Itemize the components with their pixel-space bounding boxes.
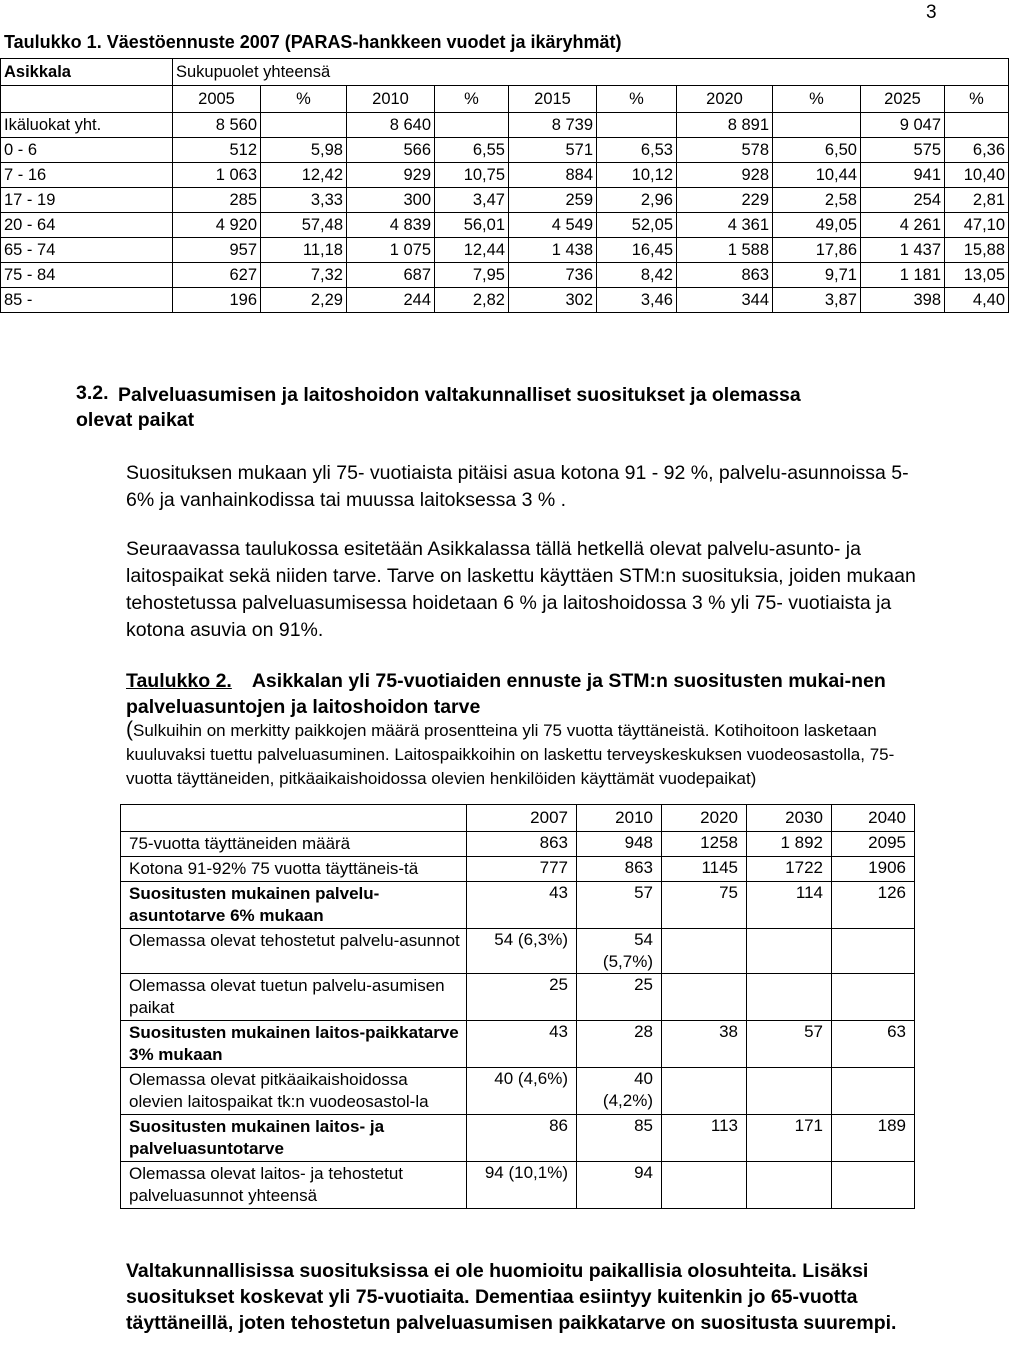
table-cell: 11,18 — [261, 238, 347, 263]
table-cell: 928 — [677, 163, 773, 188]
table-cell: 8 560 — [173, 113, 261, 138]
page-number: 3 — [926, 2, 937, 23]
table-cell: 16,45 — [597, 238, 677, 263]
paragraph-recommendation: Suosituksen mukaan yli 75- vuotiaista pitäisi asua kotona 91 - 92 %, palvelu-asunnoissa 5-6% ja vanhainkodissa tai muussa laitoksessa 3 % . — [126, 462, 909, 511]
table-cell — [832, 974, 915, 1021]
row-label: Suositusten mukainen palvelu-asuntotarve 6% mukaan — [121, 882, 467, 929]
table1-header-cell: % — [945, 86, 1009, 113]
table-row — [1, 163, 1009, 188]
table-cell: 54 (6,3%) — [467, 929, 577, 974]
header-empty — [121, 805, 467, 832]
table1-header-cell: 2010 — [347, 86, 435, 113]
table-cell: 40 (4,2%) — [577, 1068, 662, 1115]
table-cell: 687 — [347, 263, 435, 288]
table-cell: 1145 — [662, 857, 747, 882]
table-row — [1, 238, 1009, 263]
table-cell: 1 181 — [861, 263, 945, 288]
year-header-cell: 2030 — [747, 805, 832, 832]
table-cell: 196 — [173, 288, 261, 313]
table-cell: 1258 — [662, 832, 747, 857]
table-cell: 344 — [677, 288, 773, 313]
table-row — [121, 929, 915, 974]
table-cell: 12,42 — [261, 163, 347, 188]
table-row — [1, 263, 1009, 288]
row-label: 20 - 64 — [1, 213, 173, 238]
table-cell: 4 920 — [173, 213, 261, 238]
table-cell: 948 — [577, 832, 662, 857]
row-label: 75-vuotta täyttäneiden määrä — [121, 832, 467, 857]
table-row — [121, 1068, 915, 1115]
table-row — [1, 113, 1009, 138]
section-number: 3.2. — [76, 382, 109, 404]
year-header-cell: 2020 — [662, 805, 747, 832]
care-places-table — [120, 804, 915, 1209]
table-row — [121, 1162, 915, 1209]
year-header-cell: 2040 — [832, 805, 915, 832]
table-cell: 3,33 — [261, 188, 347, 213]
note-text: Sulkuihin on merkitty paikkojen määrä prosentteina yli 75 vuotta täyttäneistä. Kotihoitoon lasketaan kuuluvaksi tuettu palveluasuminen. Laitospaikkoihin on laskettu terveyskeskuksen vuodeosastolla, 75- vuotta täyttäneiden, pitkäaikaishoidossa olevien henkilöiden käyttämät vuodepaikat) — [126, 721, 895, 788]
table1-header-row — [1, 86, 1009, 113]
table-cell: 63 — [832, 1021, 915, 1068]
table-cell: 575 — [861, 138, 945, 163]
table-cell — [773, 113, 861, 138]
table-cell: 5,98 — [261, 138, 347, 163]
table-cell: 9 047 — [861, 113, 945, 138]
table-row — [121, 1115, 915, 1162]
table-cell: 2,29 — [261, 288, 347, 313]
row-label: Olemassa olevat laitos- ja tehostetut palveluasunnot yhteensä — [121, 1162, 467, 1209]
table-cell: 302 — [509, 288, 597, 313]
table-cell: 6,55 — [435, 138, 509, 163]
year-header-cell: 2010 — [577, 805, 662, 832]
table2-title-text: Asikkalan yli 75-vuotiaiden ennuste ja STM:n suositusten mukai-nen palveluasuntojen ja laitoshoidon tarve — [126, 670, 886, 718]
table-cell: 863 — [577, 857, 662, 882]
table2-body — [121, 832, 915, 1209]
table-row — [121, 974, 915, 1021]
table2-header-row — [121, 805, 915, 832]
row-label: 0 - 6 — [1, 138, 173, 163]
table-cell: 7,32 — [261, 263, 347, 288]
table-cell: 25 — [467, 974, 577, 1021]
table1-header-cell: % — [261, 86, 347, 113]
table-cell: 1722 — [747, 857, 832, 882]
table-cell: 3,46 — [597, 288, 677, 313]
table-row — [121, 1021, 915, 1068]
table-cell: 17,86 — [773, 238, 861, 263]
row-label: Olemassa olevat tuetun palvelu-asumisen paikat — [121, 974, 467, 1021]
table1-header-cell: % — [435, 86, 509, 113]
table-cell: 566 — [347, 138, 435, 163]
row-label: 85 - — [1, 288, 173, 313]
table-cell: 94 (10,1%) — [467, 1162, 577, 1209]
table2-note — [126, 718, 916, 791]
table-cell — [435, 113, 509, 138]
table-cell: 10,44 — [773, 163, 861, 188]
table-row — [1, 138, 1009, 163]
table-cell: 2,81 — [945, 188, 1009, 213]
table-cell — [662, 974, 747, 1021]
table1-header-cell: 2020 — [677, 86, 773, 113]
table-cell — [662, 1162, 747, 1209]
table-cell: 114 — [747, 882, 832, 929]
paragraph-description: Seuraavassa taulukossa esitetään Asikkalassa tällä hetkellä olevat palvelu-asunto- ja laitospaikat sekä niiden tarve. Tarve on laskettu käyttäen STM:n suosituksia, joiden mukaan tehostetussa palveluasumisessa hoidetaan 6 % ja laitoshoidossa 3 % yli 75- vuotiaista ja kotona asuvia on 91%. — [126, 538, 916, 641]
table-cell: 38 — [662, 1021, 747, 1068]
gender-label: Sukupuolet yhteensä — [173, 59, 1009, 86]
header-empty — [1, 86, 173, 113]
table-cell: 113 — [662, 1115, 747, 1162]
table-row — [121, 857, 915, 882]
row-label: Suositusten mukainen laitos-paikkatarve 3% mukaan — [121, 1021, 467, 1068]
section-title-line1: Palveluasumisen ja laitoshoidon valtakunnalliset suositukset ja olemassa — [118, 384, 801, 406]
table-cell — [832, 1068, 915, 1115]
table-cell: 244 — [347, 288, 435, 313]
table-cell — [747, 1162, 832, 1209]
table-cell: 10,75 — [435, 163, 509, 188]
table-cell: 884 — [509, 163, 597, 188]
table-cell: 1 063 — [173, 163, 261, 188]
table-cell: 52,05 — [597, 213, 677, 238]
table-cell: 2,96 — [597, 188, 677, 213]
table-cell: 15,88 — [945, 238, 1009, 263]
table-cell: 8 739 — [509, 113, 597, 138]
table-row — [1, 213, 1009, 238]
table-cell: 259 — [509, 188, 597, 213]
table-cell: 57 — [747, 1021, 832, 1068]
table-cell: 4 839 — [347, 213, 435, 238]
table-cell: 229 — [677, 188, 773, 213]
table1-body — [1, 113, 1009, 313]
table-cell: 86 — [467, 1115, 577, 1162]
row-label: Olemassa olevat tehostetut palvelu-asunnot — [121, 929, 467, 974]
table-cell — [747, 1068, 832, 1115]
table2-label: Taulukko 2. — [126, 670, 232, 692]
table-cell: 863 — [677, 263, 773, 288]
table-cell — [747, 929, 832, 974]
table-cell: 2095 — [832, 832, 915, 857]
row-label: 75 - 84 — [1, 263, 173, 288]
table-cell: 85 — [577, 1115, 662, 1162]
table-cell: 1906 — [832, 857, 915, 882]
table-cell: 1 437 — [861, 238, 945, 263]
table1-title: Taulukko 1. Väestöennuste 2007 (PARAS-hankkeen vuodet ja ikäryhmät) — [4, 32, 622, 52]
table-cell: 43 — [467, 1021, 577, 1068]
table-cell: 4 261 — [861, 213, 945, 238]
row-label: 17 - 19 — [1, 188, 173, 213]
table-cell: 398 — [861, 288, 945, 313]
table-cell: 1 588 — [677, 238, 773, 263]
table-cell: 957 — [173, 238, 261, 263]
table-cell: 1 892 — [747, 832, 832, 857]
table-cell: 28 — [577, 1021, 662, 1068]
year-header-cell: 2007 — [467, 805, 577, 832]
table1-header-cell: 2015 — [509, 86, 597, 113]
table-cell: 10,12 — [597, 163, 677, 188]
table-cell: 4 549 — [509, 213, 597, 238]
table-cell: 8 891 — [677, 113, 773, 138]
table-cell: 300 — [347, 188, 435, 213]
table-cell: 10,40 — [945, 163, 1009, 188]
table1-header-cell: 2025 — [861, 86, 945, 113]
row-label: Olemassa olevat pitkäaikaishoidossa olevien laitospaikat tk:n vuodeosastol-la — [121, 1068, 467, 1115]
table-cell: 57 — [577, 882, 662, 929]
table-cell: 54 (5,7%) — [577, 929, 662, 974]
table-cell: 56,01 — [435, 213, 509, 238]
row-label: Kotona 91-92% 75 vuotta täyttäneis-tä — [121, 857, 467, 882]
row-label: 7 - 16 — [1, 163, 173, 188]
table-cell — [747, 974, 832, 1021]
table-cell: 75 — [662, 882, 747, 929]
row-label: Ikäluokat yht. — [1, 113, 173, 138]
table2-title — [126, 668, 916, 720]
table-cell: 25 — [577, 974, 662, 1021]
table-cell — [662, 929, 747, 974]
table-cell: 9,71 — [773, 263, 861, 288]
table-cell: 863 — [467, 832, 577, 857]
table-cell: 171 — [747, 1115, 832, 1162]
table-cell: 2,82 — [435, 288, 509, 313]
table-cell: 189 — [832, 1115, 915, 1162]
table-cell: 578 — [677, 138, 773, 163]
population-forecast-table — [0, 58, 1009, 313]
table-cell: 47,10 — [945, 213, 1009, 238]
table-cell: 4,40 — [945, 288, 1009, 313]
table-row — [121, 882, 915, 929]
table-row — [1, 188, 1009, 213]
table-cell — [597, 113, 677, 138]
table-cell: 8,42 — [597, 263, 677, 288]
table-row — [1, 288, 1009, 313]
row-label: Suositusten mukainen laitos- ja palveluasuntotarve — [121, 1115, 467, 1162]
table-cell: 7,95 — [435, 263, 509, 288]
table-cell: 57,48 — [261, 213, 347, 238]
table-cell: 49,05 — [773, 213, 861, 238]
table-cell: 6,36 — [945, 138, 1009, 163]
table-cell: 2,58 — [773, 188, 861, 213]
table-cell — [662, 1068, 747, 1115]
table-cell: 3,47 — [435, 188, 509, 213]
table-row — [121, 832, 915, 857]
table-cell: 3,87 — [773, 288, 861, 313]
table1-header-cell: % — [597, 86, 677, 113]
table-cell: 929 — [347, 163, 435, 188]
table-cell: 12,44 — [435, 238, 509, 263]
closing-note: Valtakunnallisissa suosituksissa ei ole huomioitu paikallisia olosuhteita. Lisäksi suositukset koskevat yli 75-vuotiaita. Dementiaa esiintyy kuitenkin jo 65-vuotta täyttäneillä, joten tehostetun palveluasumisen paikkatarve on suositusta suurempi. — [126, 1260, 897, 1334]
table-cell: 126 — [832, 882, 915, 929]
section-title-line2: olevat paikat — [76, 409, 195, 431]
table-cell: 777 — [467, 857, 577, 882]
table-cell — [261, 113, 347, 138]
table-cell: 1 075 — [347, 238, 435, 263]
table-cell: 43 — [467, 882, 577, 929]
table-cell — [945, 113, 1009, 138]
table-cell — [832, 929, 915, 974]
table-cell: 254 — [861, 188, 945, 213]
table-cell: 40 (4,6%) — [467, 1068, 577, 1115]
table-cell: 627 — [173, 263, 261, 288]
municipality-name: Asikkala — [1, 59, 173, 86]
table-cell: 1 438 — [509, 238, 597, 263]
table-cell: 571 — [509, 138, 597, 163]
table-cell: 736 — [509, 263, 597, 288]
table-cell: 94 — [577, 1162, 662, 1209]
table1-header-cell: % — [773, 86, 861, 113]
row-label: 65 - 74 — [1, 238, 173, 263]
table-cell: 13,05 — [945, 263, 1009, 288]
table-cell: 941 — [861, 163, 945, 188]
note-paren: ( — [126, 718, 133, 741]
table-cell: 6,53 — [597, 138, 677, 163]
table-cell: 512 — [173, 138, 261, 163]
table1-header-cell: 2005 — [173, 86, 261, 113]
table-cell — [832, 1162, 915, 1209]
table-cell: 285 — [173, 188, 261, 213]
table-cell: 6,50 — [773, 138, 861, 163]
table-cell: 4 361 — [677, 213, 773, 238]
table-cell: 8 640 — [347, 113, 435, 138]
